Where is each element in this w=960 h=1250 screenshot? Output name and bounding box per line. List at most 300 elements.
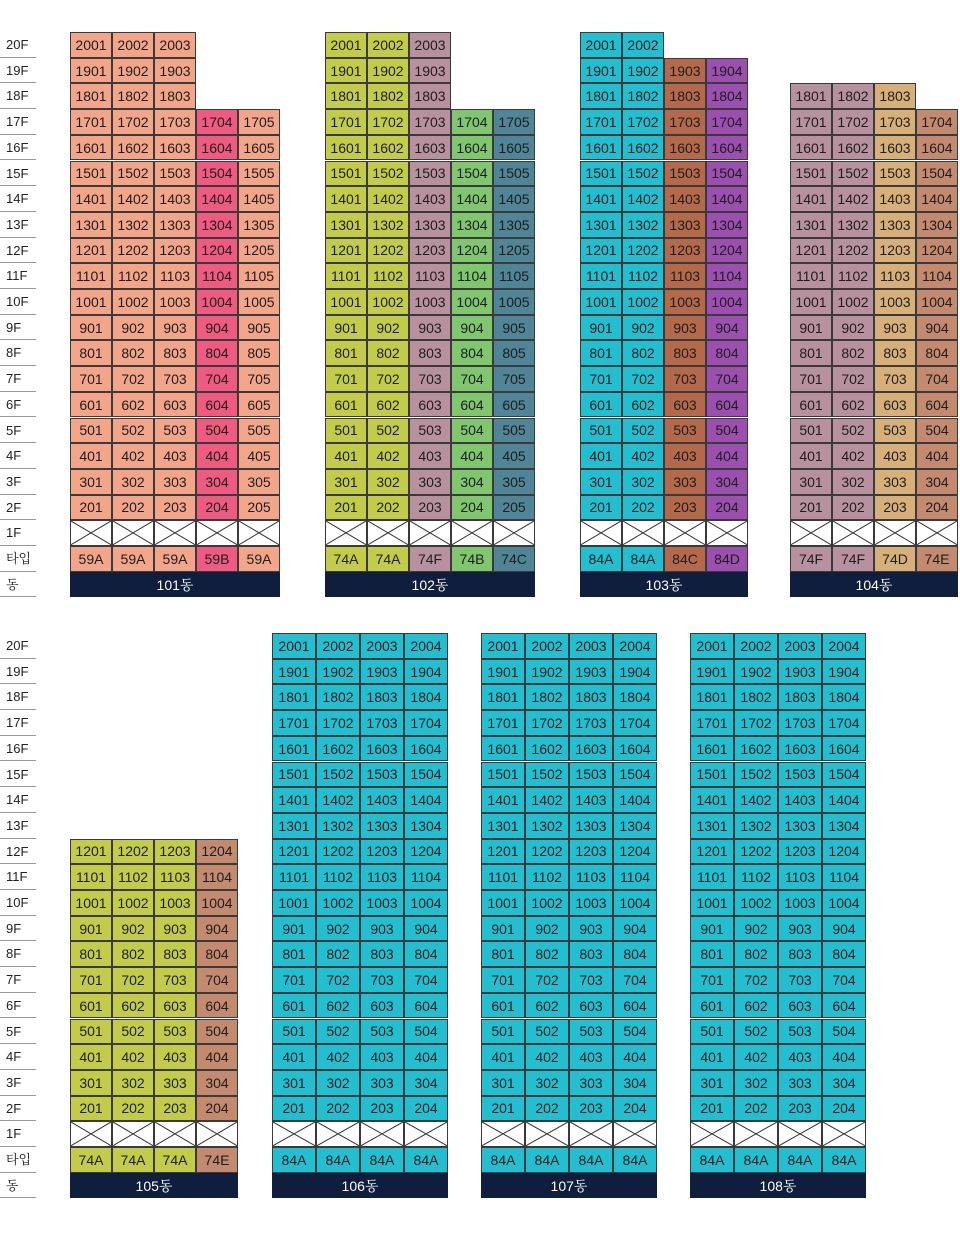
unit-cell: 1702 <box>622 109 664 135</box>
unit-type-cell: 84A <box>822 1147 866 1173</box>
floor-label: 16F <box>0 135 36 161</box>
unit-cell: 602 <box>112 392 154 418</box>
unit-cell: 1302 <box>367 212 409 238</box>
unit-cell: 1903 <box>409 58 451 84</box>
pilotis-cell <box>238 520 280 546</box>
unit-cell: 901 <box>70 315 112 341</box>
floor-label: 2F <box>0 1096 36 1122</box>
unit-cell: 1303 <box>569 813 613 839</box>
unit-cell: 1003 <box>154 289 196 315</box>
unit-cell: 603 <box>569 993 613 1019</box>
unit-cell: 1703 <box>874 109 916 135</box>
unit-cell: 401 <box>690 1044 734 1070</box>
floor-label: 18F <box>0 83 36 109</box>
unit-cell: 903 <box>778 916 822 942</box>
unit-cell: 603 <box>664 392 706 418</box>
pilotis-cell <box>790 520 832 546</box>
unit-cell: 904 <box>706 315 748 341</box>
unit-cell: 402 <box>367 443 409 469</box>
unit-cell: 305 <box>238 469 280 495</box>
unit-cell: 2002 <box>525 633 569 659</box>
building-name-bar: 104동 <box>790 572 958 598</box>
unit-cell: 1403 <box>664 186 706 212</box>
unit-cell: 1103 <box>778 864 822 890</box>
unit-cell: 603 <box>154 993 196 1019</box>
unit-cell: 1401 <box>325 186 367 212</box>
unit-cell: 301 <box>580 469 622 495</box>
unit-cell: 301 <box>70 1070 112 1096</box>
unit-cell: 1703 <box>360 710 404 736</box>
unit-cell: 402 <box>525 1044 569 1070</box>
unit-cell: 1001 <box>481 890 525 916</box>
pilotis-cell <box>451 520 493 546</box>
unit-cell: 1002 <box>112 289 154 315</box>
cross-mark-icon <box>526 1122 568 1146</box>
unit-cell: 1201 <box>70 839 112 865</box>
unit-cell: 304 <box>196 1070 238 1096</box>
unit-cell: 1604 <box>196 135 238 161</box>
unit-cell: 501 <box>70 418 112 444</box>
unit-cell: 1503 <box>874 161 916 187</box>
unit-cell: 503 <box>154 1019 196 1045</box>
unit-cell: 1104 <box>196 864 238 890</box>
unit-cell: 902 <box>112 315 154 341</box>
unit-cell: 1502 <box>622 161 664 187</box>
cross-mark-icon <box>735 1122 777 1146</box>
unit-cell: 1305 <box>238 212 280 238</box>
unit-cell: 1602 <box>734 736 778 762</box>
unit-cell: 1301 <box>790 212 832 238</box>
unit-cell: 301 <box>690 1070 734 1096</box>
unit-cell: 1102 <box>316 864 360 890</box>
building-name-bar: 106동 <box>272 1173 448 1199</box>
unit-cell: 902 <box>367 315 409 341</box>
unit-cell: 705 <box>493 366 535 392</box>
unit-cell: 1704 <box>706 109 748 135</box>
unit-cell: 1004 <box>196 890 238 916</box>
unit-cell: 601 <box>580 392 622 418</box>
unit-cell: 1204 <box>196 839 238 865</box>
unit-cell: 1801 <box>325 83 367 109</box>
unit-cell: 703 <box>664 366 706 392</box>
unit-cell: 1204 <box>916 238 958 264</box>
unit-cell: 1504 <box>451 161 493 187</box>
unit-cell: 2003 <box>360 633 404 659</box>
unit-cell: 1101 <box>272 864 316 890</box>
unit-cell: 1203 <box>154 238 196 264</box>
unit-cell: 401 <box>481 1044 525 1070</box>
unit-cell: 201 <box>325 495 367 521</box>
pilotis-cell <box>613 1121 657 1147</box>
unit-cell: 803 <box>409 340 451 366</box>
building-name-bar: 101동 <box>70 572 280 598</box>
unit-cell: 203 <box>154 495 196 521</box>
cross-mark-icon <box>273 1122 315 1146</box>
pilotis-cell <box>316 1121 360 1147</box>
unit-cell: 2003 <box>778 633 822 659</box>
unit-cell: 1001 <box>272 890 316 916</box>
unit-cell: 2002 <box>367 32 409 58</box>
unit-cell: 201 <box>790 495 832 521</box>
unit-cell: 803 <box>154 941 196 967</box>
unit-cell: 603 <box>409 392 451 418</box>
unit-cell: 204 <box>196 1096 238 1122</box>
pilotis-cell <box>325 520 367 546</box>
unit-cell: 2004 <box>404 633 448 659</box>
unit-cell: 1002 <box>112 890 154 916</box>
floor-label: 4F <box>0 1044 36 1070</box>
unit-cell: 1902 <box>367 58 409 84</box>
unit-cell: 1304 <box>916 212 958 238</box>
unit-cell: 2004 <box>613 633 657 659</box>
unit-cell: 1904 <box>613 659 657 685</box>
unit-cell: 802 <box>832 340 874 366</box>
cross-mark-icon <box>368 521 408 545</box>
unit-cell: 1903 <box>569 659 613 685</box>
cross-mark-icon <box>494 521 534 545</box>
unit-cell: 1501 <box>272 762 316 788</box>
floor-label: 11F <box>0 864 36 890</box>
unit-cell: 601 <box>325 392 367 418</box>
unit-cell: 1504 <box>404 762 448 788</box>
cross-mark-icon <box>361 1122 403 1146</box>
unit-cell: 302 <box>112 469 154 495</box>
unit-cell: 901 <box>580 315 622 341</box>
unit-type-cell: 84A <box>569 1147 613 1173</box>
unit-cell: 2001 <box>690 633 734 659</box>
unit-cell: 1504 <box>613 762 657 788</box>
unit-cell: 1802 <box>622 83 664 109</box>
unit-cell: 1701 <box>70 109 112 135</box>
unit-cell: 805 <box>238 340 280 366</box>
unit-cell: 403 <box>778 1044 822 1070</box>
unit-cell: 1902 <box>316 659 360 685</box>
unit-cell: 802 <box>525 941 569 967</box>
unit-cell: 204 <box>451 495 493 521</box>
pilotis-cell <box>664 520 706 546</box>
unit-cell: 1702 <box>832 109 874 135</box>
unit-cell: 903 <box>664 315 706 341</box>
unit-cell: 901 <box>325 315 367 341</box>
unit-cell: 601 <box>70 993 112 1019</box>
unit-cell: 702 <box>734 967 778 993</box>
unit-cell: 202 <box>734 1096 778 1122</box>
unit-cell: 801 <box>70 340 112 366</box>
unit-cell: 201 <box>580 495 622 521</box>
cross-mark-icon <box>623 521 663 545</box>
unit-cell: 903 <box>154 916 196 942</box>
unit-cell: 1102 <box>112 864 154 890</box>
unit-cell: 1301 <box>690 813 734 839</box>
cross-mark-icon <box>326 521 366 545</box>
unit-cell: 302 <box>734 1070 778 1096</box>
unit-cell: 402 <box>622 443 664 469</box>
cross-mark-icon <box>317 1122 359 1146</box>
unit-cell: 902 <box>112 916 154 942</box>
unit-cell: 904 <box>196 315 238 341</box>
unit-cell: 202 <box>832 495 874 521</box>
building-name-bar: 108동 <box>690 1173 866 1199</box>
pilotis-cell <box>916 520 958 546</box>
unit-cell: 504 <box>706 418 748 444</box>
unit-cell: 1403 <box>409 186 451 212</box>
unit-cell: 604 <box>916 392 958 418</box>
unit-cell: 401 <box>70 1044 112 1070</box>
unit-cell: 902 <box>316 916 360 942</box>
unit-cell: 802 <box>112 941 154 967</box>
floor-label: 5F <box>0 1019 36 1045</box>
unit-cell: 602 <box>525 993 569 1019</box>
cross-mark-icon <box>452 521 492 545</box>
unit-cell: 1702 <box>367 109 409 135</box>
unit-cell: 205 <box>238 495 280 521</box>
unit-cell: 1502 <box>525 762 569 788</box>
unit-cell: 404 <box>451 443 493 469</box>
unit-cell: 1504 <box>706 161 748 187</box>
unit-cell: 1103 <box>360 864 404 890</box>
unit-cell: 1203 <box>778 839 822 865</box>
floor-label: 3F <box>0 469 36 495</box>
unit-cell: 1804 <box>822 684 866 710</box>
unit-cell: 1302 <box>734 813 778 839</box>
unit-cell: 1105 <box>493 263 535 289</box>
unit-cell: 905 <box>493 315 535 341</box>
unit-cell: 1501 <box>325 161 367 187</box>
unit-cell: 304 <box>404 1070 448 1096</box>
unit-cell: 1201 <box>580 238 622 264</box>
cross-mark-icon <box>779 1122 821 1146</box>
unit-cell: 1001 <box>70 289 112 315</box>
unit-cell: 204 <box>196 495 238 521</box>
unit-cell: 1103 <box>569 864 613 890</box>
unit-cell: 1702 <box>734 710 778 736</box>
pilotis-cell <box>822 1121 866 1147</box>
unit-cell: 1804 <box>706 83 748 109</box>
unit-cell: 901 <box>70 916 112 942</box>
unit-cell: 1803 <box>154 83 196 109</box>
unit-cell: 702 <box>367 366 409 392</box>
pilotis-cell <box>70 1121 112 1147</box>
unit-cell: 303 <box>664 469 706 495</box>
unit-cell: 1503 <box>154 161 196 187</box>
unit-cell: 303 <box>409 469 451 495</box>
unit-cell: 1204 <box>451 238 493 264</box>
unit-cell: 1201 <box>70 238 112 264</box>
unit-cell: 302 <box>316 1070 360 1096</box>
unit-cell: 701 <box>70 967 112 993</box>
unit-cell: 204 <box>822 1096 866 1122</box>
cross-mark-icon <box>875 521 915 545</box>
pilotis-cell <box>196 520 238 546</box>
unit-cell: 1103 <box>409 263 451 289</box>
unit-cell: 502 <box>112 418 154 444</box>
unit-cell: 1601 <box>481 736 525 762</box>
unit-cell: 2001 <box>580 32 622 58</box>
unit-cell: 1204 <box>822 839 866 865</box>
unit-cell: 1201 <box>790 238 832 264</box>
unit-cell: 1801 <box>272 684 316 710</box>
cross-mark-icon <box>410 521 450 545</box>
unit-cell: 1803 <box>409 83 451 109</box>
unit-cell: 1503 <box>360 762 404 788</box>
unit-cell: 804 <box>822 941 866 967</box>
unit-cell: 1004 <box>613 890 657 916</box>
unit-cell: 604 <box>706 392 748 418</box>
unit-cell: 1004 <box>404 890 448 916</box>
unit-cell: 1001 <box>325 289 367 315</box>
floor-label: 20F <box>0 633 36 659</box>
unit-cell: 1601 <box>325 135 367 161</box>
unit-cell: 901 <box>690 916 734 942</box>
unit-cell: 1902 <box>734 659 778 685</box>
unit-cell: 1604 <box>613 736 657 762</box>
unit-cell: 603 <box>778 993 822 1019</box>
unit-cell: 1103 <box>154 864 196 890</box>
unit-cell: 505 <box>238 418 280 444</box>
unit-cell: 1201 <box>690 839 734 865</box>
unit-cell: 1901 <box>325 58 367 84</box>
unit-cell: 201 <box>70 495 112 521</box>
unit-cell: 1304 <box>196 212 238 238</box>
unit-cell: 1002 <box>832 289 874 315</box>
unit-cell: 305 <box>493 469 535 495</box>
floor-label: 동 <box>0 572 36 598</box>
unit-cell: 501 <box>690 1019 734 1045</box>
unit-cell: 1204 <box>196 238 238 264</box>
floor-label: 9F <box>0 916 36 942</box>
pilotis-cell <box>874 520 916 546</box>
unit-cell: 1001 <box>690 890 734 916</box>
unit-cell: 1103 <box>874 263 916 289</box>
unit-cell: 1003 <box>569 890 613 916</box>
unit-cell: 601 <box>70 392 112 418</box>
unit-cell: 1801 <box>580 83 622 109</box>
unit-cell: 903 <box>360 916 404 942</box>
floor-label: 9F <box>0 315 36 341</box>
unit-cell: 1201 <box>325 238 367 264</box>
pilotis-cell <box>196 1121 238 1147</box>
unit-cell: 1404 <box>706 186 748 212</box>
unit-cell: 904 <box>822 916 866 942</box>
floor-label: 13F <box>0 813 36 839</box>
unit-cell: 502 <box>622 418 664 444</box>
pilotis-cell <box>778 1121 822 1147</box>
unit-cell: 302 <box>622 469 664 495</box>
unit-cell: 1405 <box>238 186 280 212</box>
unit-cell: 503 <box>409 418 451 444</box>
unit-cell: 1402 <box>832 186 874 212</box>
unit-cell: 202 <box>112 1096 154 1122</box>
floor-label: 12F <box>0 238 36 264</box>
unit-cell: 1102 <box>367 263 409 289</box>
unit-cell: 803 <box>778 941 822 967</box>
floor-label: 8F <box>0 340 36 366</box>
unit-cell: 702 <box>622 366 664 392</box>
pilotis-cell <box>832 520 874 546</box>
unit-cell: 1901 <box>481 659 525 685</box>
unit-cell: 702 <box>316 967 360 993</box>
unit-cell: 304 <box>613 1070 657 1096</box>
unit-cell: 1302 <box>525 813 569 839</box>
unit-cell: 401 <box>790 443 832 469</box>
unit-cell: 703 <box>409 366 451 392</box>
unit-cell: 1003 <box>778 890 822 916</box>
unit-cell: 604 <box>613 993 657 1019</box>
floor-label: 10F <box>0 890 36 916</box>
unit-cell: 903 <box>874 315 916 341</box>
cross-mark-icon <box>581 521 621 545</box>
unit-cell: 1801 <box>481 684 525 710</box>
cross-mark-icon <box>197 1122 237 1146</box>
pilotis-cell <box>112 520 154 546</box>
unit-cell: 1403 <box>360 787 404 813</box>
unit-cell: 1703 <box>154 109 196 135</box>
floor-label: 3F <box>0 1070 36 1096</box>
unit-cell: 1304 <box>706 212 748 238</box>
unit-cell: 801 <box>580 340 622 366</box>
floor-label: 6F <box>0 993 36 1019</box>
unit-cell: 1005 <box>493 289 535 315</box>
unit-cell: 1101 <box>70 864 112 890</box>
unit-cell: 704 <box>916 366 958 392</box>
unit-cell: 1903 <box>778 659 822 685</box>
floor-label: 7F <box>0 967 36 993</box>
unit-cell: 1903 <box>664 58 706 84</box>
unit-cell: 1103 <box>664 263 706 289</box>
unit-cell: 502 <box>112 1019 154 1045</box>
unit-cell: 1004 <box>822 890 866 916</box>
unit-cell: 701 <box>70 366 112 392</box>
unit-cell: 1202 <box>734 839 778 865</box>
unit-cell: 702 <box>112 967 154 993</box>
unit-cell: 604 <box>451 392 493 418</box>
unit-cell: 1304 <box>404 813 448 839</box>
floor-label: 타입 <box>0 1147 36 1173</box>
unit-cell: 1404 <box>916 186 958 212</box>
unit-cell: 1401 <box>580 186 622 212</box>
unit-cell: 1005 <box>238 289 280 315</box>
unit-cell: 602 <box>622 392 664 418</box>
unit-cell: 404 <box>404 1044 448 1070</box>
floor-label: 13F <box>0 212 36 238</box>
cross-mark-icon <box>614 1122 656 1146</box>
pilotis-cell <box>404 1121 448 1147</box>
unit-cell: 1502 <box>316 762 360 788</box>
unit-cell: 1801 <box>790 83 832 109</box>
unit-cell: 601 <box>790 392 832 418</box>
unit-cell: 705 <box>238 366 280 392</box>
unit-cell: 303 <box>154 469 196 495</box>
unit-cell: 1104 <box>613 864 657 890</box>
unit-cell: 303 <box>154 1070 196 1096</box>
unit-cell: 1202 <box>112 839 154 865</box>
unit-cell: 1704 <box>451 109 493 135</box>
unit-cell: 1702 <box>112 109 154 135</box>
unit-cell: 1803 <box>874 83 916 109</box>
unit-cell: 203 <box>569 1096 613 1122</box>
unit-cell: 803 <box>569 941 613 967</box>
unit-cell: 1803 <box>360 684 404 710</box>
cross-mark-icon <box>113 1122 153 1146</box>
unit-type-cell: 84A <box>404 1147 448 1173</box>
unit-cell: 302 <box>112 1070 154 1096</box>
unit-cell: 2002 <box>316 633 360 659</box>
unit-cell: 1603 <box>569 736 613 762</box>
unit-cell: 1803 <box>569 684 613 710</box>
unit-cell: 2002 <box>734 633 778 659</box>
unit-cell: 602 <box>112 993 154 1019</box>
unit-cell: 1202 <box>367 238 409 264</box>
